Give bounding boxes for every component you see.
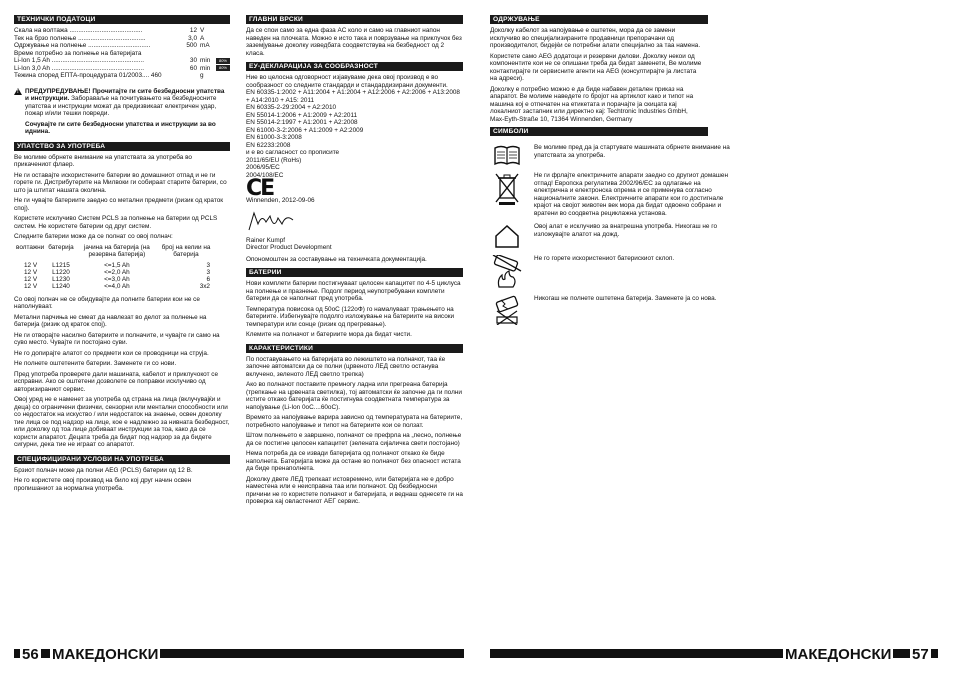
characteristics-paragraphs bbox=[246, 356, 463, 506]
characteristics-paragraph: По поставувањето на батеријата во лежиштето на полначот, таа ќе започне автоматски да се полни (црвеното ЛЕД светло останува вклучено, зеленото ЛЕД светло трепка) bbox=[246, 355, 446, 378]
no-fire-battery-icon bbox=[490, 255, 524, 289]
conditions-paragraph: Не го користете овој производ на било кој друг начин освен пропишаниот за нормална употреба. bbox=[14, 477, 192, 492]
spec-label: Li-Ion 1,5 Ah .................................................... bbox=[14, 57, 144, 64]
spec-label: Време потребно за полнење на батеријата bbox=[14, 49, 142, 57]
symbol-list bbox=[490, 144, 937, 325]
no-damaged-battery-icon bbox=[490, 295, 524, 325]
charge-badge-icon: 80% bbox=[216, 65, 230, 71]
battery-table-cell: <=1,5 Ah bbox=[104, 261, 130, 269]
symbol-row bbox=[490, 295, 937, 325]
tech-data-header: ТЕХНИЧКИ ПОДАТОЦИ bbox=[14, 15, 230, 24]
conditions-paragraph: Брзиот полнач може да полни AEG (PCLS) батерии од 12 В. bbox=[14, 466, 193, 474]
right-page-number: 57 bbox=[912, 646, 929, 663]
battery-table bbox=[14, 244, 214, 290]
usage-header: УПАТСТВО ЗА УПОТРЕБА bbox=[14, 142, 230, 151]
battery-table-header: број на келии на батерија bbox=[161, 243, 211, 258]
battery-table-header: батерија bbox=[48, 243, 74, 251]
battery-table-cell: <=3,0 Ah bbox=[104, 275, 130, 283]
usage-paragraph: Ве молиме обрнете внимание на упатствата за употреба во прикачениот флаер. bbox=[14, 153, 192, 168]
place-date: Winnenden, 2012-09-06 bbox=[246, 196, 315, 204]
usage-paragraph: Следните батерии може да се полнат со овој полнач: bbox=[14, 233, 173, 240]
left-language: МАКЕДОНСКИ bbox=[52, 646, 159, 663]
warning-triangle-icon: ! bbox=[14, 88, 22, 95]
column-right bbox=[490, 12, 937, 331]
symbol-row bbox=[490, 144, 937, 166]
usage-paragraph: Не ги отворајте насилно батериите и полначите, и чувајте ги само на суво место. Чувајте ги постојано суви. bbox=[14, 331, 220, 346]
spec-row bbox=[14, 57, 230, 65]
battery-table-cell: 12 V bbox=[24, 275, 38, 283]
spec-label: Скала на волтажа ......................................... bbox=[14, 27, 143, 34]
battery-table-cell: 12 V bbox=[24, 268, 38, 276]
spec-row bbox=[14, 27, 230, 35]
usage-paragraph: Не полнете оштетените батерии. Заменете ги со нови. bbox=[14, 360, 177, 367]
battery-table-row bbox=[14, 269, 214, 276]
spec-label: Li-Ion 3,0 Ah .................................................... bbox=[14, 64, 144, 72]
warning-bold: ПРЕДУПРЕДУВАЊЕ! Прочитајте ги сите безбедносни упатства и инструкции. bbox=[25, 87, 225, 102]
battery-table-cell: 3 bbox=[206, 261, 210, 269]
usage-paragraph: Метални парчиња не смеат да навлезат во делот за полнење на батерија (ризик од краток спој). bbox=[14, 313, 207, 328]
signer-title: Director Product Development bbox=[246, 244, 332, 251]
battery-table-cell: 6 bbox=[206, 275, 210, 283]
conditions-paragraphs bbox=[14, 467, 230, 493]
spec-unit: g bbox=[200, 72, 204, 79]
symbol-text: Не ги фрлајте електричните апарати заедно со другиот домашен отпад! Европска регулатива 2002/96/ЕС за одлагање на електрична и електронска опрема и се применува согласно националните закони. Електричните апарати кои го достигнале крајот на својот животен век мора да бидат одвоено собрани и вратени во соодветна рециклажна установа. bbox=[534, 172, 729, 217]
eu-line: 2011/65/EU (RoHs) bbox=[246, 156, 302, 164]
spec-row bbox=[14, 72, 230, 80]
battery-table-cell: L1230 bbox=[52, 275, 70, 283]
symbol-text: Ве молиме пред да ја стартувате машината обрнете внимание на упатствата за употреба. bbox=[534, 144, 730, 159]
spec-row bbox=[14, 35, 230, 43]
eu-line: 2004/108/EC bbox=[246, 171, 284, 179]
eu-header: ЕУ-ДЕКЛАРАЦИЈА ЗА СООБРАЗНОСТ bbox=[246, 62, 463, 71]
maintenance-paragraph: Доколку кабелот за напојување е оштетен, мора да се замени исклучиво во специјализираните продавници препорачани од производителот, бидејќи се потребни алати специјално за таа намена. bbox=[490, 27, 701, 49]
batteries-header: БАТЕРИИ bbox=[246, 268, 463, 277]
eu-declaration-text bbox=[246, 74, 463, 179]
conditions-header: СПЕЦИФИЦИРАНИ УСЛОВИ НА УПОТРЕБА bbox=[14, 455, 230, 464]
battery-table-cell: 12 V bbox=[24, 261, 38, 269]
usage-paragraphs-2 bbox=[14, 296, 230, 449]
signature-icon bbox=[246, 210, 463, 235]
symbol-text: Не го горете искористениот батерискиот склоп. bbox=[534, 255, 675, 262]
batteries-paragraph: Температура повисока од 50оС (122оФ) го намалуваат трањењето на батериите. Избегнувајте подолго изложување на батериите на високи температури или сонце (ризик од прегревање). bbox=[246, 305, 455, 328]
battery-table-header: волтажни bbox=[16, 243, 45, 251]
characteristics-paragraph: Доколку двете ЛЕД трепкаат истовремено, или батеријата не е добро наместена или е неисправна таа или полначот. Од безбедносни причини не го користете полначот и батеријата, и веднаш однесете ги на проверка кај овластениот АЕГ сервис. bbox=[246, 475, 463, 505]
spec-value: 12 bbox=[189, 27, 197, 34]
battery-table-cell: <=2,0 Ah bbox=[104, 268, 130, 276]
charge-badge-icon: 80% bbox=[216, 58, 230, 64]
battery-table-cell: L1220 bbox=[52, 268, 70, 276]
battery-table-cell: <=4,0 Ah bbox=[104, 282, 130, 290]
battery-table-header: јачина на батерија (на резервна батерија) bbox=[83, 243, 150, 258]
eu-line: EN 55014-2:1997 + A1:2001 + A2:2008 bbox=[246, 119, 358, 126]
eu-line: Ние во целосна одговорност изјавуваме дека овој производ е во сообразност со следните стандарди и стандардизирани документи. bbox=[246, 74, 448, 89]
battery-table-cell: L1240 bbox=[52, 282, 70, 290]
usage-paragraph: Не го допирајте алатот со предмети кои се проводници на струја. bbox=[14, 349, 209, 357]
authorized-text: Опономоштен за составување на техничката документација. bbox=[246, 255, 427, 263]
battery-table-row bbox=[14, 262, 214, 269]
battery-table-row bbox=[14, 276, 214, 283]
warning-text: Забораваље на почитувањето на безбедносните упатства и инструкции можат да предизвикаат електричен удар, пожар и/или тешки повреди. bbox=[25, 95, 217, 117]
ce-mark-icon: CE bbox=[246, 176, 274, 201]
spec-row bbox=[14, 42, 230, 50]
spec-row bbox=[14, 50, 230, 58]
usage-paragraph: Не ги чувајте батериите заедно со метални предмети (ризик од краток спој). bbox=[14, 197, 224, 212]
usage-paragraph: Овој уред не е наменет за употреба од страна на лица (вклучувајќи и деца) со ограничени физички, сензорни или ментални способности или со недостаток на искуство / или недостаток на знаење, освен доколку тие лица се под надзор на лице, кое е надлежно за нивната безбедност, или доколку од тоа лице добиваат инструкции за тоа, како да се користи апаратот. Децата треба да бидат под надзор за да бидете сигурни, дека тие не играат со апаратот. bbox=[14, 396, 230, 448]
maintenance-paragraphs bbox=[490, 27, 702, 123]
battery-table-row bbox=[14, 283, 214, 290]
signer-name: Rainer Kumpf bbox=[246, 236, 286, 244]
symbol-row bbox=[490, 255, 937, 289]
eu-line: EN 62233:2008 bbox=[246, 141, 291, 149]
symbol-row bbox=[490, 172, 937, 217]
manual-book-icon bbox=[490, 144, 524, 166]
spec-list bbox=[14, 27, 230, 80]
maintenance-header: ОДРЖУВАЊЕ bbox=[490, 15, 708, 24]
indoor-house-icon bbox=[490, 223, 524, 249]
characteristics-paragraph: Штом полнењето е завршено, полначот се префрла на „песно„ полнење да се постигне целосен капацитет (зелената сијаличка свети постојано) bbox=[246, 432, 462, 447]
characteristics-paragraph: Нема потреба да се извади батеријата од полначот откако ќе биде наполнета. Батеријата може да остане во полначот без опасност истата да биде пренаполнета. bbox=[246, 450, 461, 472]
warning-block bbox=[14, 88, 230, 139]
usage-paragraph: Со овој полнач не се обидувајте да полните батерии кои не се наполнуваат. bbox=[14, 295, 200, 310]
spec-value: 500 bbox=[186, 42, 197, 49]
usage-paragraph: Не ги оставајте искористените батерии во домашниот отпад и не ги горете ги. Дистрибутерите на Милвоки ги собираат старите батерии, со што ја штитат нашата околина. bbox=[14, 171, 227, 194]
column-middle bbox=[246, 12, 463, 509]
usage-paragraphs bbox=[14, 154, 230, 241]
battery-table-cell: 12 V bbox=[24, 282, 38, 290]
usage-paragraph: Пред употреба проверете дали машината, кабелот и приклучокот се исправни. Ако се оштетени дозволете се поправки исклучиво од авторизираниот сервис. bbox=[14, 370, 219, 393]
characteristics-header: КАРАКТЕРИСТИКИ bbox=[246, 344, 463, 353]
spec-label: Тек на брзо полнење ...................................... bbox=[14, 34, 146, 42]
mains-text: Да се спои само за една фаза AC коло и само на главниот напон наведен на плочката. Можно е исто така и поврзување на приклучок без заземјување доколку изведбата соодветствува на безбедност од 2 класа. bbox=[246, 27, 462, 57]
footer bbox=[0, 648, 954, 668]
maintenance-paragraph: Користете само AEG додатоци и резервни делови. Доколку некои од компонентите кои не се опишани треба да бидат заменети, Ве молиме контактирајте ги сервисните агенти на AEG (консултирајте ја листата на адреси). bbox=[490, 52, 702, 82]
spec-unit: A bbox=[200, 34, 205, 42]
eu-line: EN 61000-3-3:2008 bbox=[246, 134, 302, 141]
spec-label: Тежина според ЕПТА-процедурата 01/2003.... 460 bbox=[14, 72, 162, 79]
battery-table-cell: 3 bbox=[206, 268, 210, 276]
spec-row bbox=[14, 65, 230, 73]
spec-value: 3,0 bbox=[188, 34, 197, 42]
symbols-header: СИМБОЛИ bbox=[490, 127, 708, 136]
maintenance-paragraph: Доколку е потребно можно е да биде набавен детален приказ на апаратот. Ве молиме наведете го бројот на артиклот како и типот на машина кој е отпечатен на етикетата и порачајте ја скицата кај локалниот застапник или директно кај: Techtronic Industries GmbH, Max-Eyth-Straße 10, 71364 Winnenden, Germany bbox=[490, 85, 694, 123]
battery-table-cell: L1215 bbox=[52, 261, 70, 269]
right-language: МАКЕДОНСКИ bbox=[785, 646, 892, 663]
characteristics-paragraph: Ако во полначот поставите премногу ладна или прегреана батерија (трепкање на црвената светилка), тој автоматски ќе започне да ги полни истите откако батеријата ќе постигнува соодветната температура за напојување (Li-Ion 0oC....60oC). bbox=[246, 381, 462, 411]
warning-keep: Сочувајте ги сите безбедносни упатства и инструкции за во иднина. bbox=[25, 120, 216, 135]
mains-header: ГЛАВНИ ВРСКИ bbox=[246, 15, 463, 24]
spec-value: 30 bbox=[189, 57, 197, 64]
batteries-paragraphs bbox=[246, 280, 463, 339]
crossed-bin-icon bbox=[490, 172, 524, 217]
usage-paragraph: Користете исклучиво Систем PCLS за полнење на батерии од PCLS систем. Не користете батерии од друг систем. bbox=[14, 215, 218, 230]
spec-label: Одржување на полнење ................................... bbox=[14, 42, 151, 49]
characteristics-paragraph: Времето за напојување варира зависно од температурата на батериите, потребното напојување и типот на батериите кои се ползат. bbox=[246, 414, 463, 429]
spec-unit: min bbox=[200, 57, 211, 64]
left-page-number: 56 bbox=[22, 646, 39, 663]
eu-line: 2006/95/EC bbox=[246, 164, 280, 171]
spec-unit: V bbox=[200, 27, 205, 34]
batteries-paragraph: Нови комплети батерии постигнуваат целосен капацитет по 4-5 циклуса на полнење и празнење. Подолг период неупотребувани комплети батерии да се наполнат пред употреба. bbox=[246, 280, 461, 302]
eu-line: EN 60335-1:2002 + A11:2004 + A1:2004 + A12:2006 + A2:2006 + A13:2008 + A14:2010 + A15: 2011 bbox=[246, 89, 460, 104]
symbol-text: Овој алат е исклучиво за внатрешна употреба. Никогаш не го изложувајте алатот на дожд. bbox=[534, 223, 718, 238]
eu-line: и е во сагласност со прописите bbox=[246, 149, 340, 156]
symbol-row bbox=[490, 223, 937, 249]
symbol-text: Никогаш не полнете оштетена батерија. Заменете ја со нова. bbox=[534, 295, 717, 302]
battery-table-cell: 3x2 bbox=[199, 282, 210, 290]
spec-value: 60 bbox=[189, 64, 197, 72]
spec-unit: mA bbox=[200, 42, 210, 49]
eu-line: EN 60335-2-29:2004 + A2:2010 bbox=[246, 104, 337, 111]
eu-line: EN 61000-3-2:2006 + A1:2009 + A2:2009 bbox=[246, 126, 364, 134]
batteries-paragraph: Клемите на полначот и батериите мора да бидат чисти. bbox=[246, 331, 412, 338]
eu-line: EN 55014-1:2006 + A1:2009 + A2:2011 bbox=[246, 111, 358, 119]
spec-unit: min bbox=[200, 64, 211, 72]
column-left bbox=[14, 12, 230, 495]
